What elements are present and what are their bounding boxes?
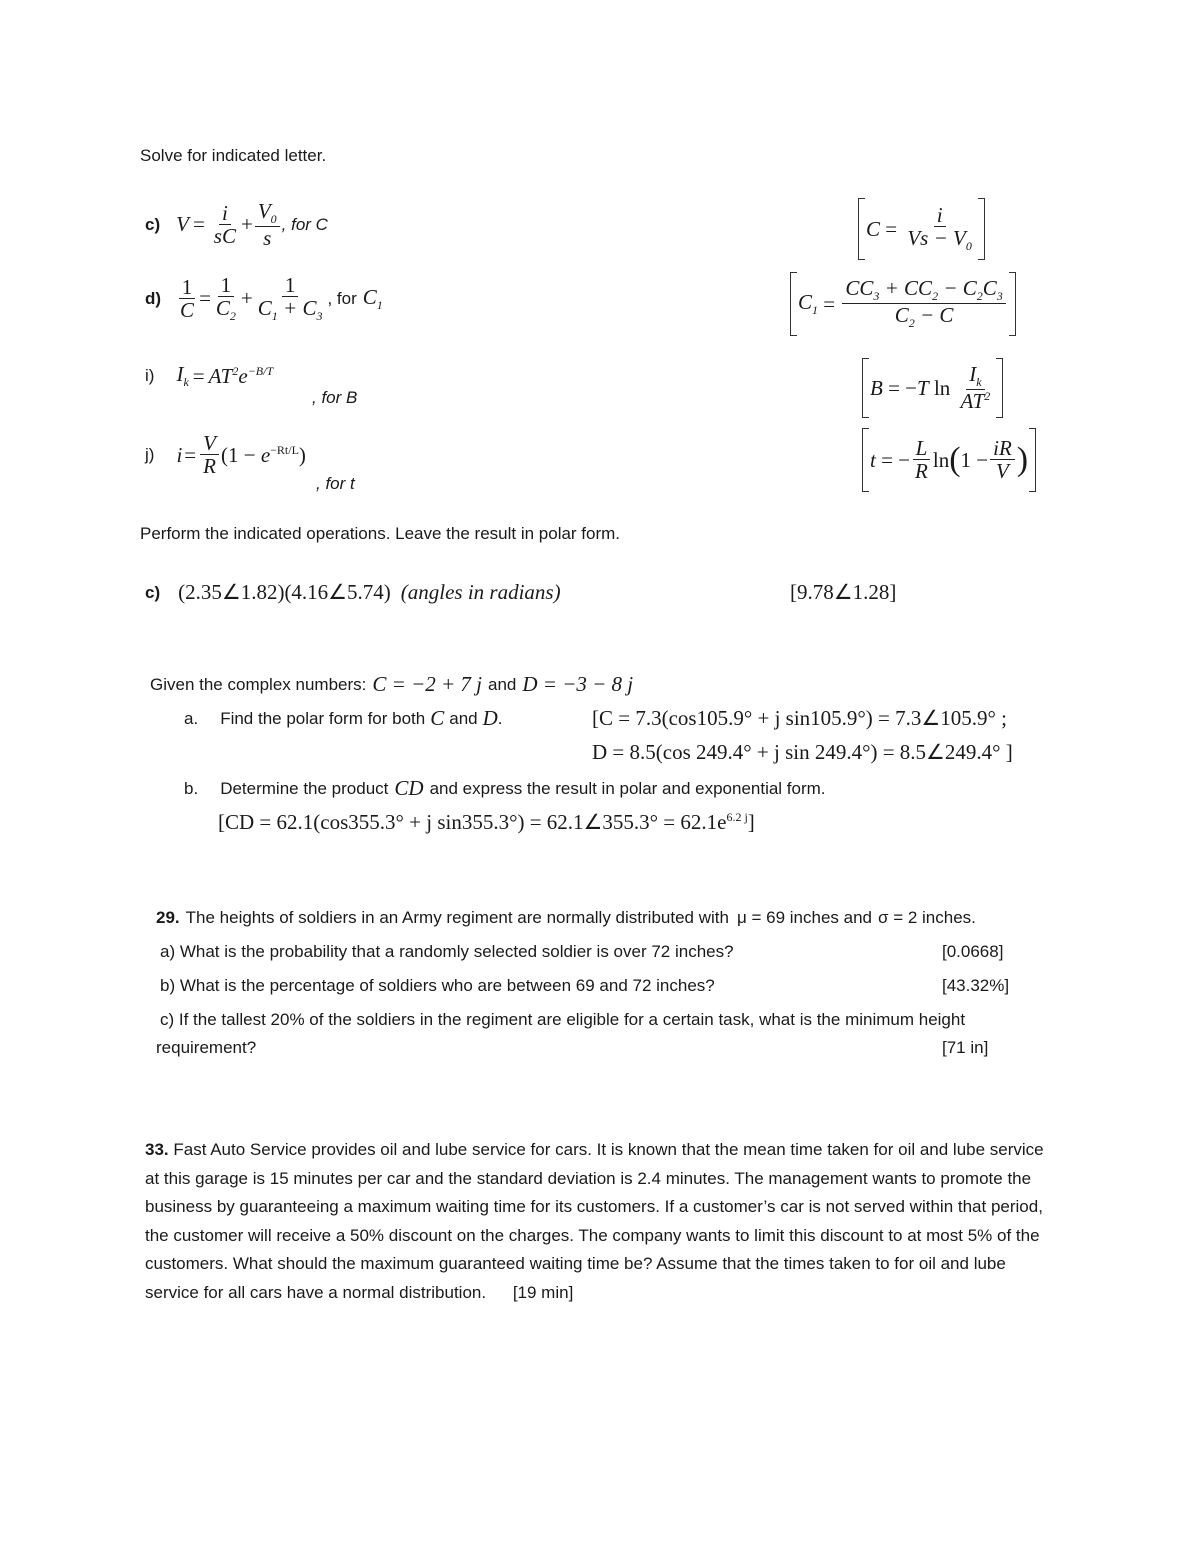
polar-expression: (2.35∠1.82)(4.16∠5.74) <box>178 580 391 604</box>
problem-label: d) <box>145 288 162 308</box>
problem-label: i) <box>145 366 155 386</box>
q29-mu: μ = 69 inches and <box>736 908 872 927</box>
part-b-line: b. Determine the product CD and express the result in polar and exponential form. <box>184 776 826 800</box>
q29-number: 29. <box>156 908 180 927</box>
answer-d-solve: $C_1$ = $\frac{CC_3 + CC_2 - C_2C_3}{C_2 - C}$ <box>790 272 1016 336</box>
q29-part-c-line2: requirement? <box>156 1038 257 1057</box>
c-value: C = −2 + 7 j <box>372 672 482 696</box>
q33-number: 33. <box>145 1140 169 1159</box>
problem-label: c) <box>145 214 161 234</box>
given-prefix: Given the complex numbers: <box>150 674 367 694</box>
q29-part-c-line1: c) If the tallest 20% of the soldiers in the regiment are eligible for a certain task, what is the minimum height <box>160 1010 966 1029</box>
answer-c-solve: C = $\frac{i}{Vs - V_0}$ <box>858 198 985 260</box>
q29-sigma: σ = 2 inches. <box>877 908 976 927</box>
part-b-answer-main: [CD = 62.1(cos355.3° + j sin355.3°) = 62.1∠355.3° = 62.1e <box>218 810 727 834</box>
q33-paragraph <box>145 1136 1060 1307</box>
solve-for-text: , for <box>327 288 357 308</box>
part-b-text-2: and express the result in polar and exponential form. <box>429 778 826 798</box>
d-value: D = −3 − 8 j <box>522 672 634 696</box>
part-a-answer-line1: [C = 7.3(cos105.9° + j sin105.9°) = 7.3∠105.9° ; <box>592 706 1007 730</box>
solve-for-text: , for C <box>281 214 328 234</box>
section-heading-solve: Solve for indicated letter. <box>140 146 327 165</box>
part-a-and: and <box>449 708 478 728</box>
part-a-line: a. Find the polar form for both C and D . <box>184 706 503 730</box>
solve-for-text: , for t <box>316 474 355 493</box>
solve-for-text: , for B <box>312 388 358 407</box>
q33-text: Fast Auto Service provides oil and lube service for cars. It is known that the mean time taken for oil and lube service at this garage is 15 minutes per car and the standard deviation is 2.4 minutes. The management wants to promote the business by guaranteeing a maximum waiting time for its customers. If a customer’s car is not served within that period, the customer will receive a 50% discount on the charges. The company wants to limit this discount to at most 5% of the customers. What should the maximum guaranteed waiting time be? Assume that the times taken to for oil and lube service for all cars have a normal distribution. <box>145 1140 1044 1302</box>
q33-answer: [19 min] <box>512 1282 574 1302</box>
part-b-answer-end: ] <box>747 810 755 834</box>
problem-label: c) <box>145 582 161 602</box>
part-b-answer-exponent: 6.2 j <box>726 810 748 824</box>
q29-answer-a: [0.0668] <box>942 942 1004 961</box>
q29-answer-b: [43.32%] <box>942 976 1010 995</box>
q29-part-b: b) What is the percentage of soldiers who are between 69 and 72 inches? <box>160 976 715 995</box>
q29-stem <box>156 908 976 928</box>
part-label: a. <box>184 708 199 728</box>
problem-polar-c <box>145 580 561 605</box>
angle-note: (angles in radians) <box>400 580 561 604</box>
problem-j-solve: j) i = $\frac{V}{R}$ $(1 - e^{-Rt/L})$ <box>145 431 306 479</box>
part-b-text: Determine the product <box>220 778 389 798</box>
part-a-answer-line2: D = 8.5(cos 249.4° + j sin 249.4°) = 8.5∠249.4° ] <box>592 740 1013 764</box>
part-b-answer <box>218 810 755 835</box>
section-heading-polar: Perform the indicated operations. Leave the result in polar form. <box>140 524 621 543</box>
part-label: b. <box>184 778 199 798</box>
problem-i-solve: i) $I_k$ = $AT^2e^{-B/T}$ <box>145 362 274 390</box>
q29-part-a: a) What is the probability that a randomly selected soldier is over 72 inches? <box>160 942 734 961</box>
part-a-text: Find the polar form for both <box>220 708 426 728</box>
and-word: and <box>488 674 517 694</box>
given-complex-line <box>150 672 633 697</box>
problem-label: j) <box>145 445 155 465</box>
answer-i-solve: B = − T ln $\frac{I_k}{AT^2}$ <box>862 358 1003 418</box>
q29-stem-text: The heights of soldiers in an Army regiment are normally distributed with <box>185 908 729 927</box>
problem-d-solve: d) $\frac{1}{C}$ = $\frac{1}{C_2}$ + $\frac{1}{C_1 + C_3}$ , for $C_1$ <box>145 273 383 324</box>
answer-j-solve: t = − $\frac{L}{R}$ ln ( 1 − $\frac{iR}{V}$ ) <box>862 428 1036 492</box>
problem-c-solve: c) V = $\frac{i}{sC}$ + $\frac{V_0}{s}$ , for C <box>145 199 328 250</box>
q29-answer-c: [71 in] <box>942 1038 989 1057</box>
polar-answer: [9.78∠1.28] <box>790 580 897 604</box>
